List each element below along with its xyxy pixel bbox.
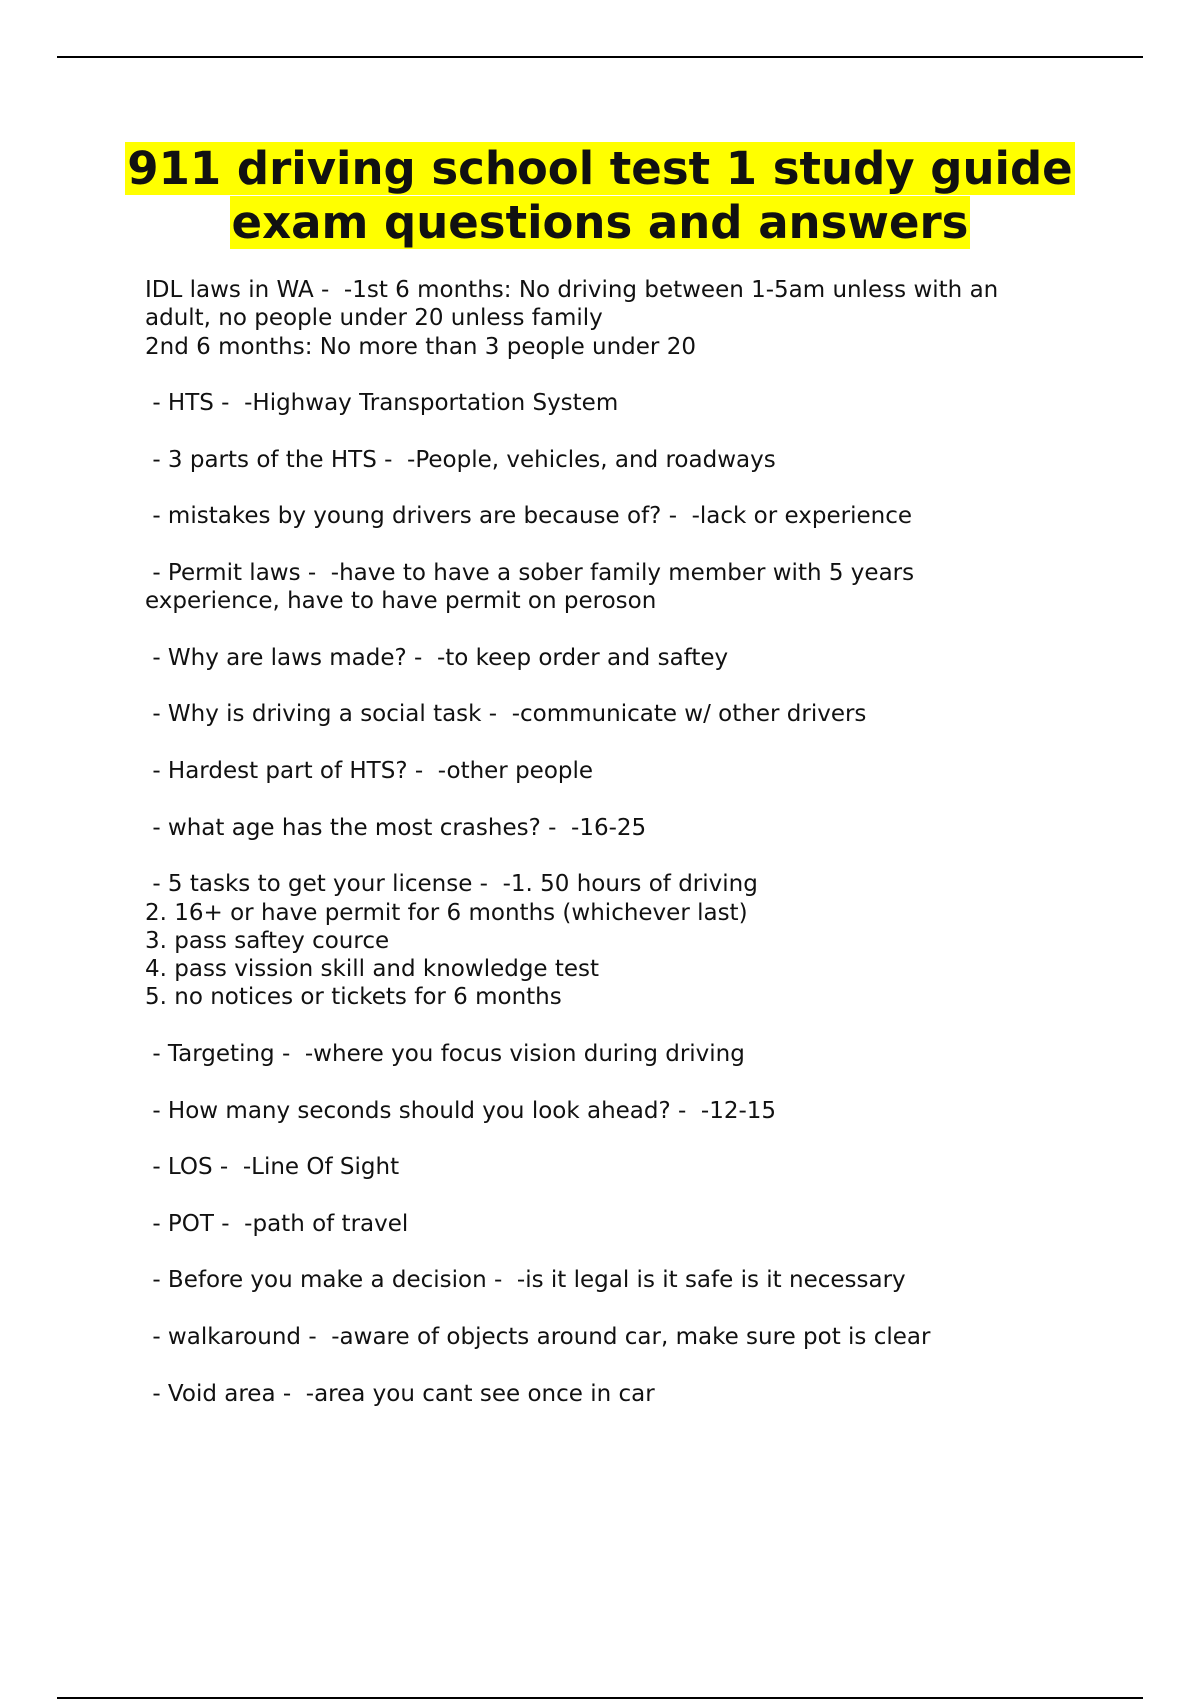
qa-entry: - 5 tasks to get your license - -1. 50 hours of driving 2. 16+ or have permit for 6 months (whichever last) 3. pass saftey cource 4. pass vission skill and knowledge test 5. no notices or tickets for 6 months bbox=[145, 871, 758, 1011]
qa-entry: - How many seconds should you look ahead? - -12-15 bbox=[145, 1097, 777, 1124]
qa-entry: - what age has the most crashes? - -16-25 bbox=[145, 814, 647, 841]
title-line-2: exam questions and answers bbox=[231, 196, 969, 249]
qa-entry: - Permit laws - -have to have a sober family member with 5 years experience, have to have permit on peroson bbox=[145, 559, 915, 615]
qa-list bbox=[145, 276, 1085, 1436]
qa-entry: - Before you make a decision - -is it legal is it safe is it necessary bbox=[145, 1267, 906, 1294]
qa-entry: - Targeting - -where you focus vision during driving bbox=[145, 1041, 745, 1068]
qa-entry: - Why is driving a social task - -communicate w/ other drivers bbox=[145, 701, 867, 728]
bottom-rule bbox=[57, 1697, 1143, 1699]
qa-entry: - 3 parts of the HTS - -People, vehicles, and roadways bbox=[145, 446, 776, 473]
qa-entry: IDL laws in WA - -1st 6 months: No driving between 1-5am unless with an adult, no people under 20 unless family 2nd 6 months: No more than 3 people under 20 bbox=[145, 277, 999, 360]
qa-entry: - Hardest part of HTS? - -other people bbox=[145, 758, 594, 785]
qa-entry: - POT - -path of travel bbox=[145, 1210, 409, 1237]
qa-entry: - HTS - -Highway Transportation System bbox=[145, 390, 619, 417]
qa-entry: - mistakes by young drivers are because of? - -lack or experience bbox=[145, 503, 912, 530]
qa-entry: - LOS - -Line Of Sight bbox=[145, 1154, 400, 1181]
qa-entry: - Why are laws made? - -to keep order and saftey bbox=[145, 644, 729, 671]
qa-entry: - Void area - -area you cant see once in car bbox=[145, 1380, 655, 1407]
page-title bbox=[80, 142, 1120, 250]
title-line-1: 911 driving school test 1 study guide bbox=[127, 142, 1073, 195]
qa-entry: - walkaround - -aware of objects around car, make sure pot is clear bbox=[145, 1323, 931, 1350]
top-rule bbox=[57, 56, 1143, 58]
